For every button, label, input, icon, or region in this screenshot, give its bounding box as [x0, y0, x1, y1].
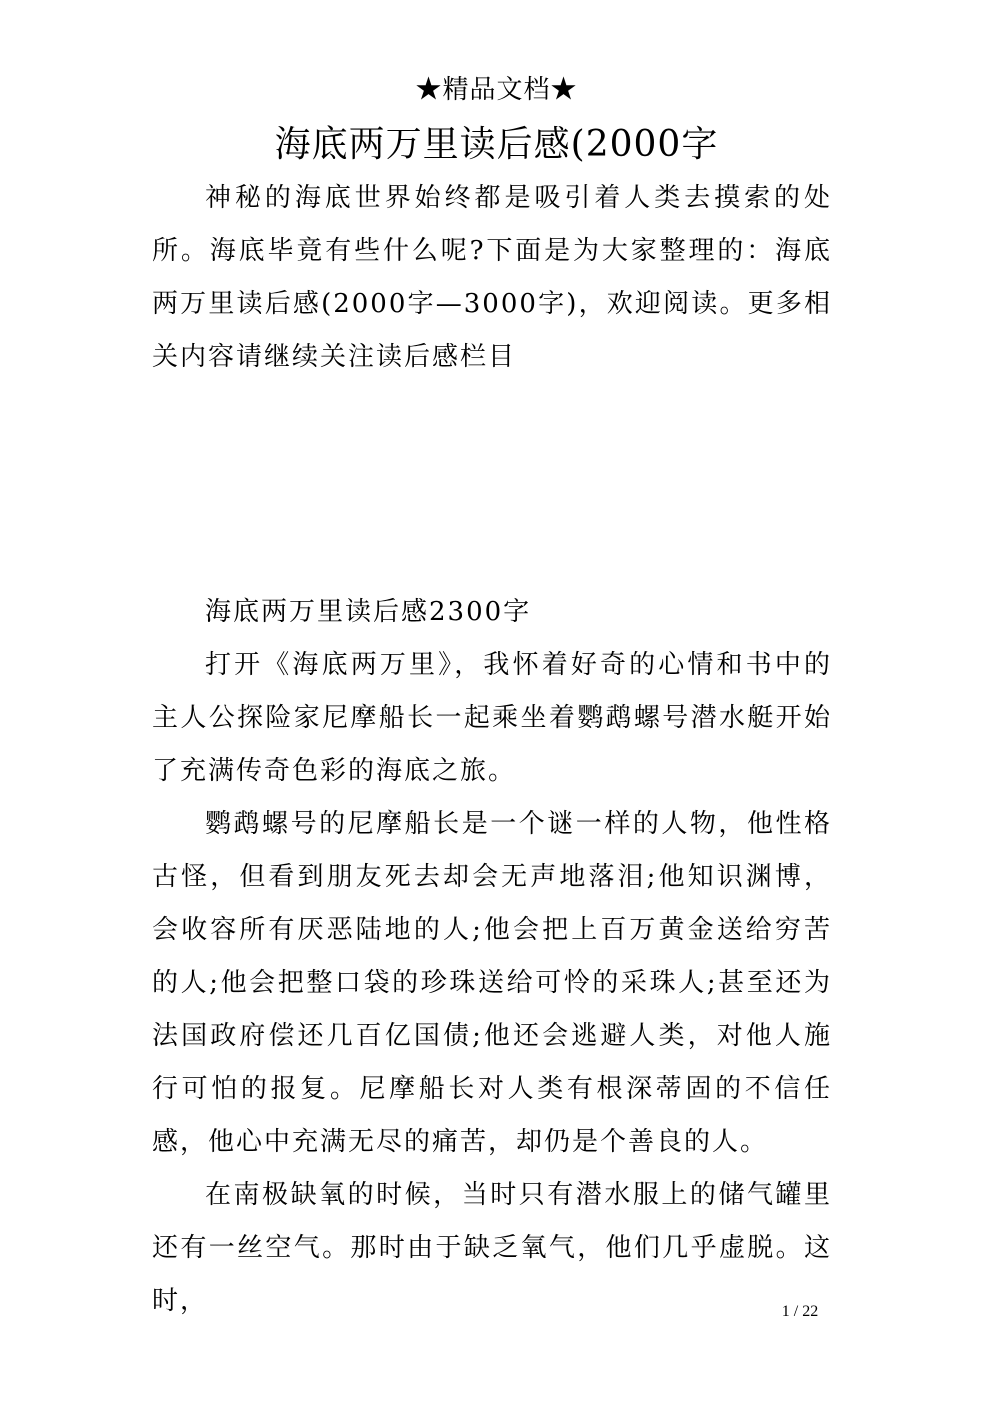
intro-paragraph: 神秘的海底世界始终都是吸引着人类去摸索的处所。海底毕竟有些什么呢?下面是为大家整理的：海底两万里读后感(2000字—3000字)，欢迎阅读。更多相关内容请继续关注读后感栏目 — [152, 183, 832, 372]
page-number: 1 / 22 — [781, 1303, 819, 1320]
body-paragraph: 鹦鹉螺号的尼摩船长是一个谜一样的人物，他性格古怪，但看到朋友死去却会无声地落泪;他知识渊博，会收容所有厌恶陆地的人;他会把上百万黄金送给穷苦的人;他会把整口袋的珍珠送给可怜的采珠人;甚至还为法国政府偿还几百亿国债;他还会逃避人类，对他人施行可怕的报复。尼摩船长对人类有根深蒂固的不信任感，他心中充满无尽的痛苦，却仍是个善良的人。 — [152, 809, 832, 1157]
document-title: 海底两万里读后感(2000字 — [274, 124, 719, 165]
document-header: ★精品文档★ — [415, 75, 578, 105]
intro-section — [152, 172, 832, 384]
body-paragraph: 打开《海底两万里》，我怀着好奇的心情和书中的主人公探险家尼摩船长一起乘坐着鹦鹉螺号潜水艇开始了充满传奇色彩的海底之旅。 — [152, 650, 832, 786]
section-heading: 海底两万里读后感2300字 — [205, 597, 532, 627]
main-section — [152, 586, 832, 1328]
body-paragraph: 在南极缺氧的时候，当时只有潜水服上的储气罐里还有一丝空气。那时由于缺乏氧气，他们几乎虚脱。这时， — [152, 1180, 832, 1316]
